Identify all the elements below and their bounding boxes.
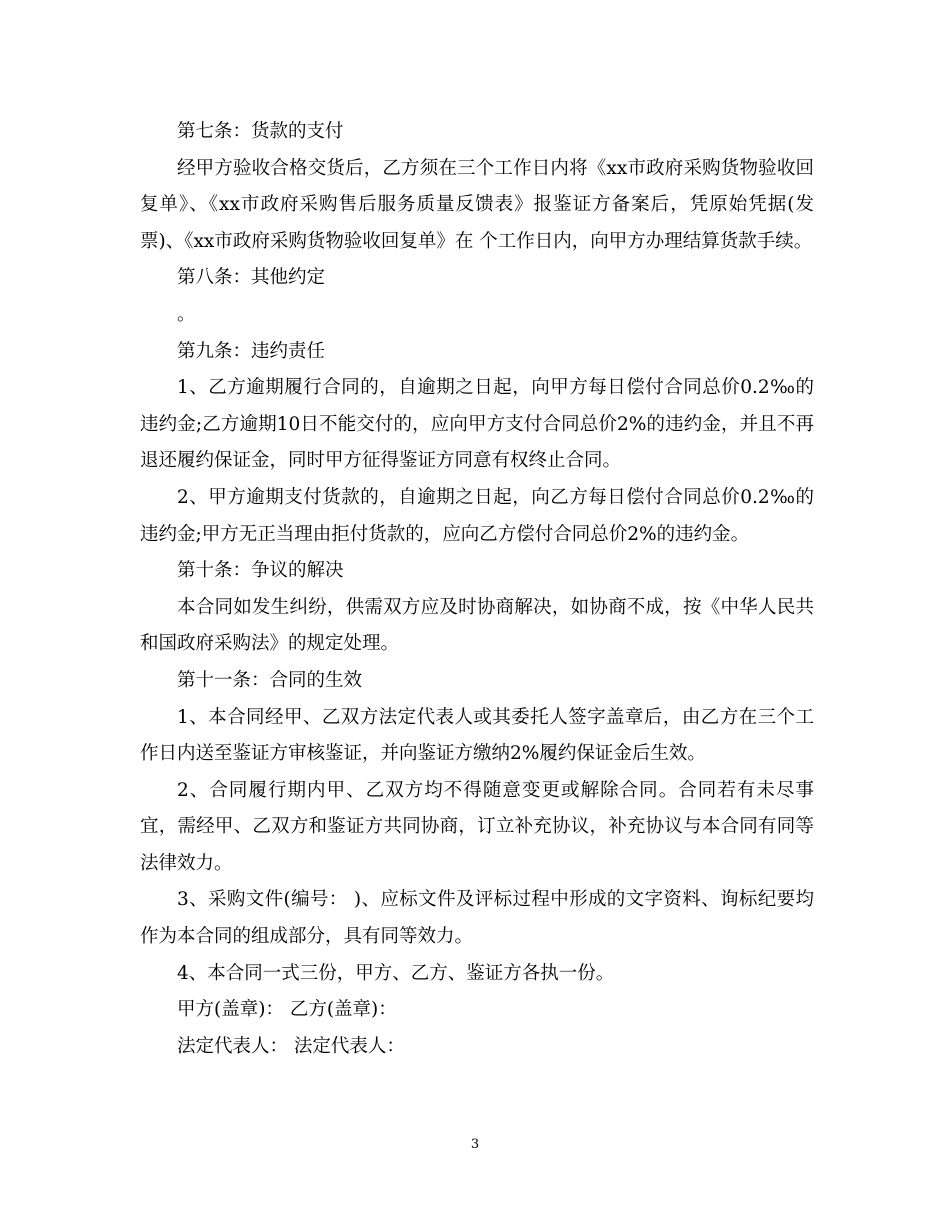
document-body [140, 114, 814, 1065]
signature-seal-line: 甲方(盖章)： 乙方(盖章)： [177, 999, 397, 1021]
signature-representative-line: 法定代表人： 法定代表人： [177, 1035, 405, 1057]
article-11-clause-2: 2、合同履行期内甲、乙双方均不得随意变更或解除合同。合同若有未尽事宜，需经甲、乙双方和鉴证方共同协商，订立补充协议，补充协议与本合同有同等法律效力。 [140, 779, 814, 874]
article-11-clause-4: 4、本合同一式三份，甲方、乙方、鉴证方各执一份。 [177, 962, 615, 984]
article-7-heading: 第七条：货款的支付 [177, 121, 344, 142]
article-8-heading: 第八条：其他约定 [177, 267, 326, 289]
article-11-clause-1: 1、本合同经甲、乙双方法定代表人或其委托人签字盖章后，由乙方在三个工作日内送至鉴证方审核鉴证，并向鉴证方缴纳2%履约保证金后生效。 [140, 706, 814, 765]
article-10-heading: 第十条：争议的解决 [177, 560, 344, 582]
article-9-clause-2: 2、甲方逾期支付货款的，自逾期之日起，向乙方每日偿付合同总价0.2‰的违约金;甲方无正当理由拒付货款的，应向乙方偿付合同总价2%的违约金。 [140, 486, 814, 545]
article-9-heading: 第九条：违约责任 [177, 340, 326, 362]
article-7-text: 经甲方验收合格交货后，乙方须在三个工作日内将《xx市政府采购货物验收回复单》、《xx市政府采购售后服务质量反馈表》报鉴证方备案后，凭原始凭据(发票)、《xx市政府采购货物验收回复单》在 个工作日内，向甲方办理结算货款手续。 [140, 157, 814, 252]
article-10-text: 本合同如发生纠纷，供需双方应及时协商解决，如协商不成，按《中华人民共和国政府采购法》的规定处理。 [140, 596, 814, 655]
article-8-text: 。 [177, 303, 196, 325]
article-11-heading: 第十一条：合同的生效 [177, 669, 363, 691]
article-11-clause-3: 3、采购文件(编号： )、应标文件及评标过程中形成的文字资料、询标纪要均作为本合同的组成部分，具有同等效力。 [140, 889, 814, 948]
article-9-clause-1: 1、乙方逾期履行合同的，自逾期之日起，向甲方每日偿付合同总价0.2‰的违约金;乙方逾期10日不能交付的，应向甲方支付合同总价2%的违约金，并且不再退还履约保证金，同时甲方征得鉴证方同意有权终止合同。 [140, 377, 814, 472]
page-number: 3 [470, 1137, 480, 1152]
